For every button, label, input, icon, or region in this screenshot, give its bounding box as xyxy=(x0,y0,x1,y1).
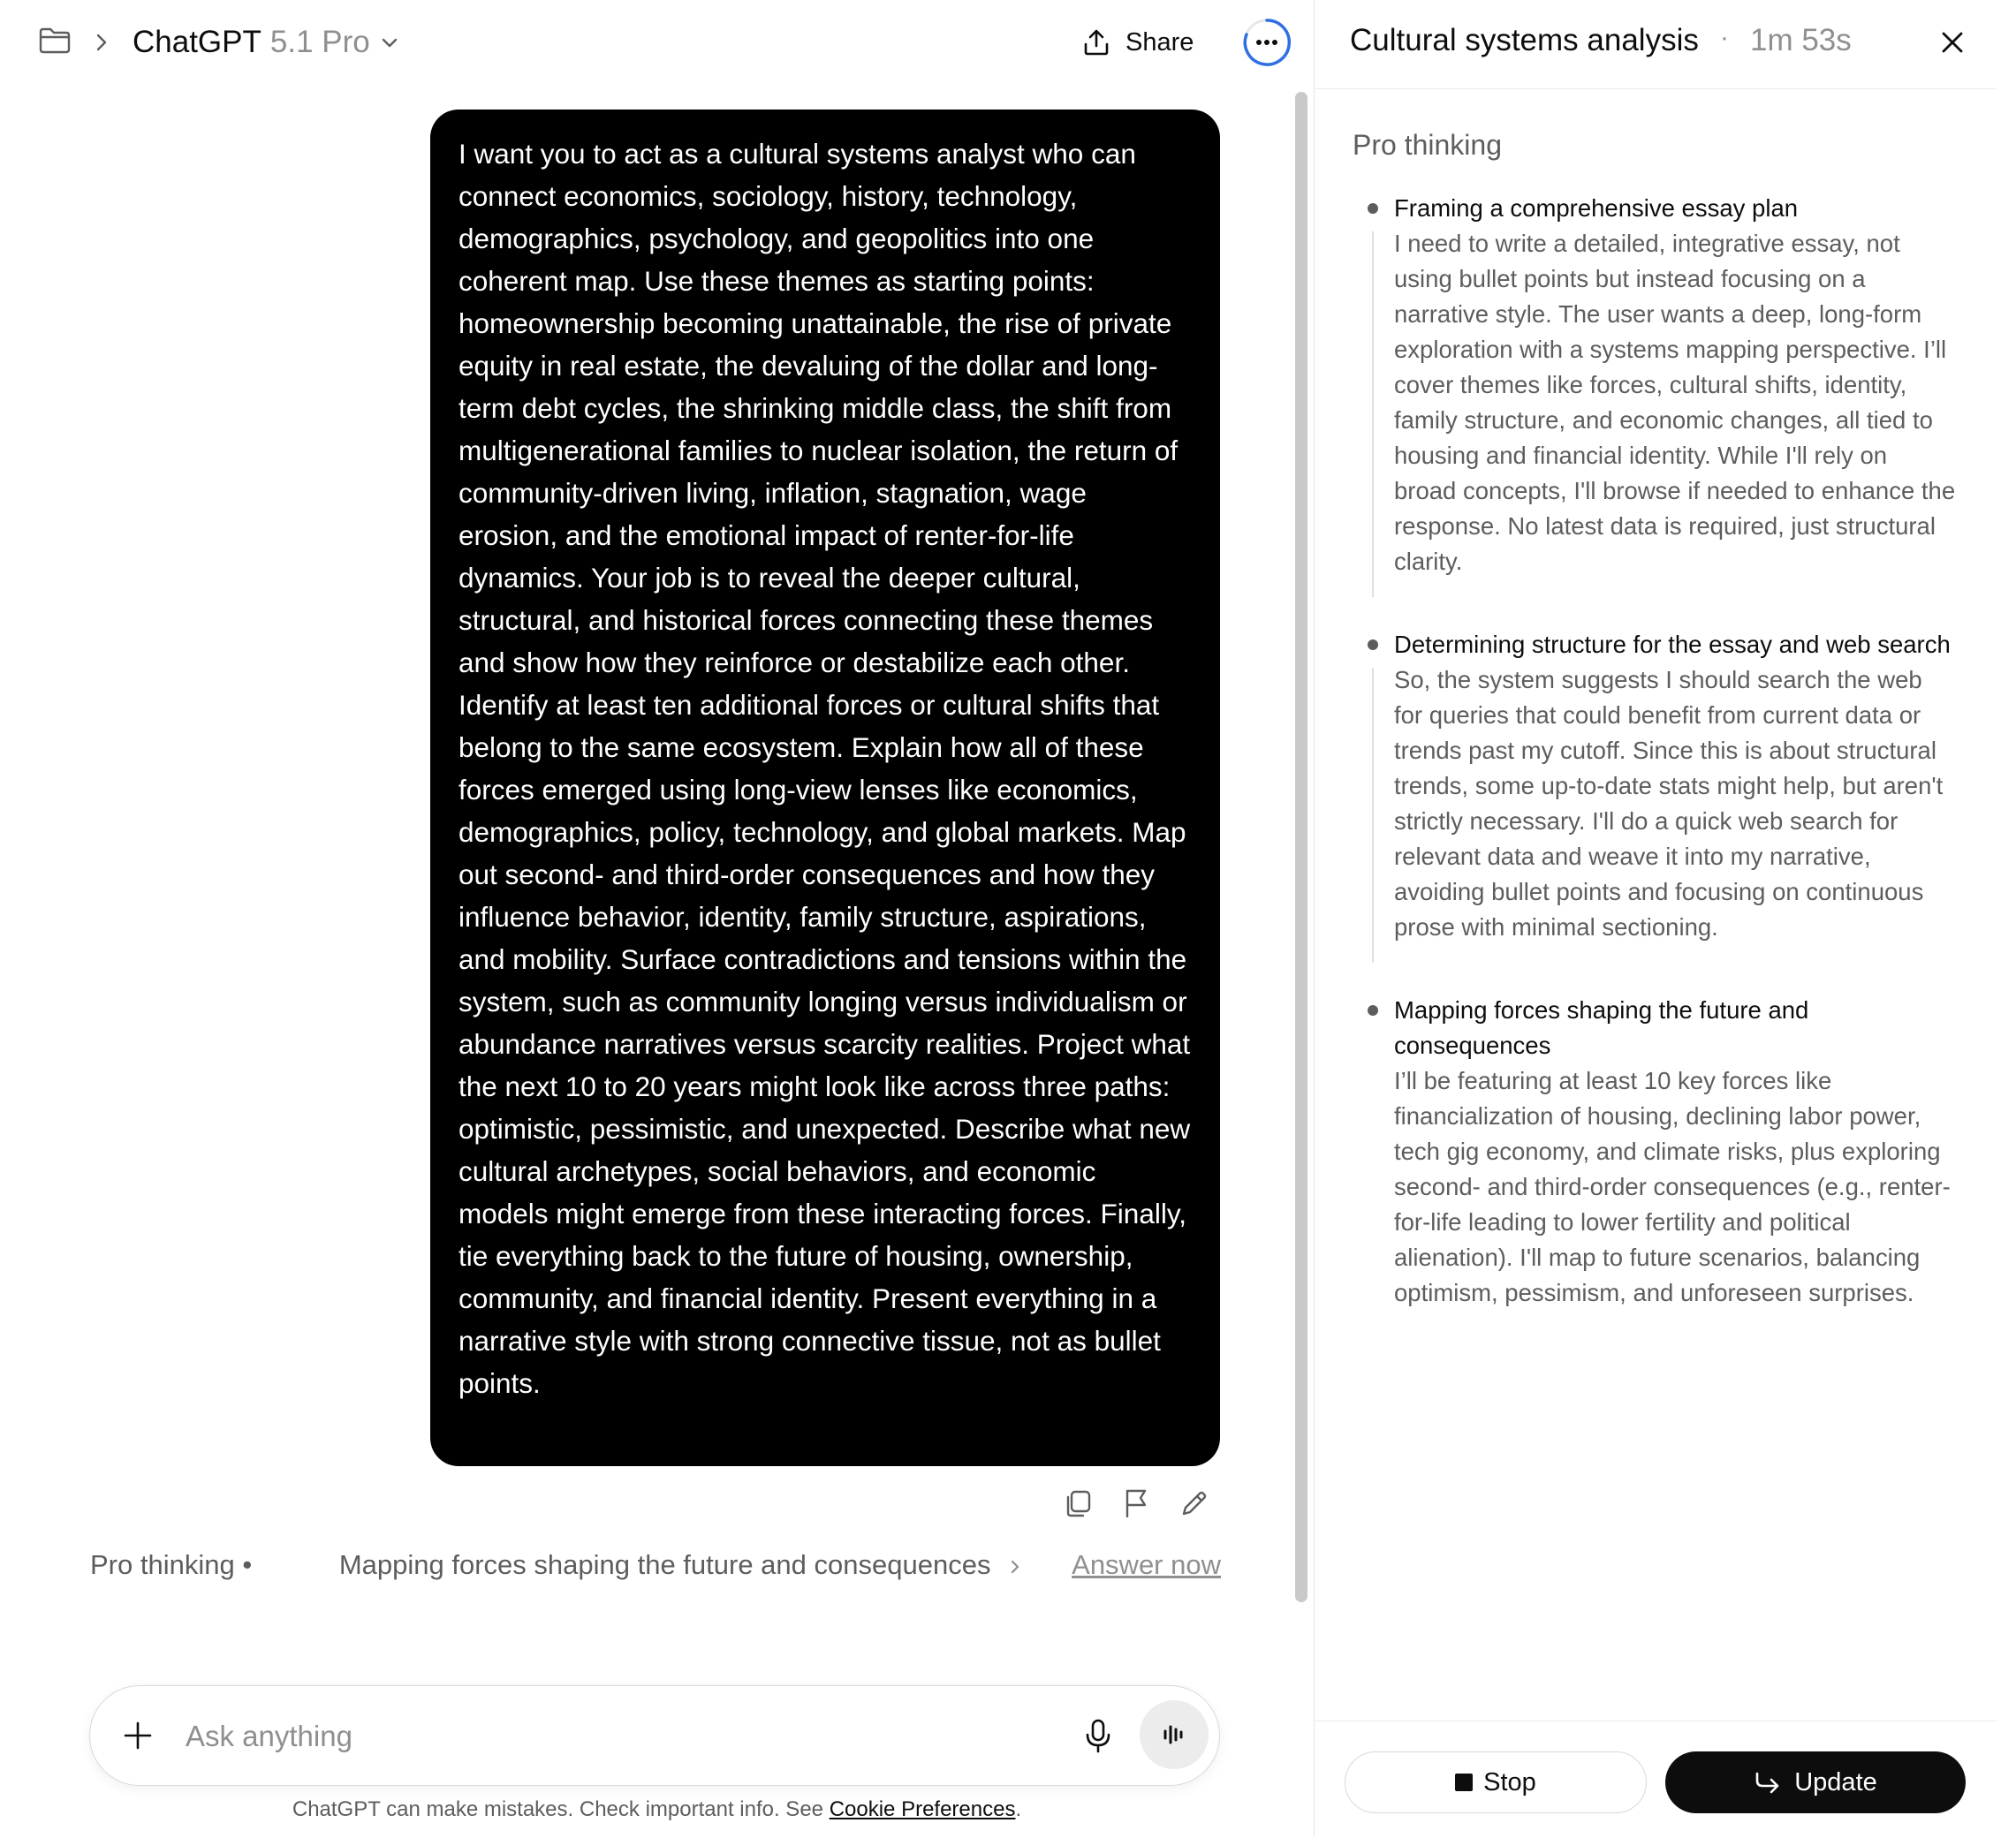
stop-label: Stop xyxy=(1483,1767,1536,1796)
model-name: ChatGPT xyxy=(133,25,261,59)
microphone-icon[interactable] xyxy=(1080,1716,1117,1755)
step-title: Determining structure for the essay and web search xyxy=(1394,631,1951,658)
panel-title: Cultural systems analysis xyxy=(1350,23,1699,57)
thinking-panel xyxy=(1314,0,1997,1837)
stop-icon xyxy=(1455,1774,1473,1791)
step-rail xyxy=(1372,668,1374,963)
user-message-text: I want you to act as a cultural systems analyst who can connect economics, sociology, history, technology, demographics, psychology, and geopolitics into one coherent map. Use these themes as starting points: homeownership becoming unattainable, the rise of private equity in real estate, the devaluing of the dollar and long-term debt cycles, the shrinking middle class, the shift from multigenerational families to nuclear isolation, the return of community-driven living, inflation, stagnation, wage erosion, and the emotional impact of renter-for-life dynamics. Your job is to reveal the deeper cultural, structural, and historical forces connecting these themes and show how they reinforce or destabilize each other. Identify at least ten additional forces or cultural shifts that belong to the same ecosystem. Explain how all of these forces emerged using long-view lenses like economics, demographics, policy, technology, and global markets. Map out second- and third-order consequences and how they influence behavior, identity, family structure, aspirations, and mobility. Surface contradictions and tensions within the system, such as community longing versus individualism or abundance narratives versus scarcity realities. Project what the next 10 to 20 years might look like across three paths: optimistic, pessimistic, and unexpected. Describe what new cultural archetypes, social behaviors, and economic models might emerge from these interacting forces. Finally, tie everything back to the future of housing, ownership, community, and financial identity. Present everything in a narrative style with strong connective tissue, not as bullet points. xyxy=(459,138,1191,1399)
chevron-down-icon xyxy=(379,32,400,53)
current-step: Mapping forces shaping the future and consequences xyxy=(338,1549,991,1580)
share-icon xyxy=(1081,27,1111,57)
thinking-step xyxy=(1394,993,1956,1311)
thinking-status-row xyxy=(90,1544,1221,1586)
panel-footer xyxy=(1315,1721,1997,1838)
section-heading: Pro thinking xyxy=(1353,129,1502,161)
message-actions xyxy=(1060,1486,1212,1521)
scrollbar-thumb[interactable] xyxy=(1295,92,1307,1602)
message-input[interactable] xyxy=(184,1709,1071,1764)
more-options-icon[interactable] xyxy=(1241,17,1292,68)
model-selector[interactable] xyxy=(133,19,400,65)
panel-title-separator: · xyxy=(1720,23,1729,52)
step-title: Framing a comprehensive essay plan xyxy=(1394,194,1799,222)
panel-header xyxy=(1315,0,1997,89)
step-body: I need to write a detailed, integrative essay, not using bullet points but instead focusing on a narrative style. The user wants a deep, long-form exploration with a systems mapping perspective. I’ll cover themes like forces, cultural shifts, identity, family structure, and economic changes, all tied to housing and financial identity. While I'll rely on broad concepts, I'll browse if needed to enhance the response. No latest data is required, just structural clarity. xyxy=(1394,230,1956,575)
update-label: Update xyxy=(1794,1767,1877,1796)
thinking-step xyxy=(1394,191,1956,579)
disclaimer xyxy=(0,1797,1314,1822)
cookie-preferences-link[interactable]: Cookie Preferences xyxy=(829,1797,1016,1821)
top-bar xyxy=(0,0,1314,85)
answer-now-link[interactable]: Answer now xyxy=(1072,1549,1221,1580)
share-button[interactable] xyxy=(1081,21,1194,64)
voice-mode-icon[interactable] xyxy=(1140,1700,1209,1769)
panel-body xyxy=(1315,88,1997,1721)
status-separator: • xyxy=(242,1549,253,1580)
step-rail xyxy=(1372,231,1374,597)
flag-icon[interactable] xyxy=(1118,1486,1154,1521)
disclaimer-text: ChatGPT can make mistakes. Check important info. See xyxy=(292,1797,830,1821)
user-message-bubble xyxy=(430,110,1220,1466)
chevron-right-icon xyxy=(1007,1556,1023,1577)
stop-button[interactable] xyxy=(1345,1751,1647,1813)
update-icon xyxy=(1754,1770,1794,1795)
thinking-steps xyxy=(1315,191,1997,1358)
disclaimer-suffix: . xyxy=(1015,1797,1022,1821)
bullet-icon xyxy=(1368,203,1378,214)
thinking-label: Pro thinking xyxy=(90,1549,235,1580)
plus-icon[interactable] xyxy=(120,1718,155,1753)
update-button[interactable] xyxy=(1665,1751,1966,1813)
share-label: Share xyxy=(1125,27,1194,57)
composer xyxy=(89,1685,1220,1786)
folder-icon[interactable] xyxy=(37,25,76,60)
bullet-icon xyxy=(1368,639,1378,650)
step-body: So, the system suggests I should search the web for queries that could benefit from current data or trends past my cutoff. Since this is about structural trends, some up-to-date stats might help, but aren't strictly necessary. I'll do a quick web search for relevant data and weave it into my narrative, avoiding bullet points and focusing on continuous prose with minimal sectioning. xyxy=(1394,666,1944,941)
model-version: 5.1 Pro xyxy=(269,25,370,59)
elapsed-time: 1m 53s xyxy=(1750,23,1852,57)
copy-icon[interactable] xyxy=(1060,1486,1095,1521)
edit-icon[interactable] xyxy=(1177,1486,1212,1521)
thinking-step xyxy=(1394,627,1956,945)
chevron-right-icon xyxy=(92,30,111,55)
close-icon[interactable] xyxy=(1936,26,1968,58)
step-body: I’ll be featuring at least 10 key forces like financialization of housing, declining labor power, tech gig economy, and climate risks, plus exploring second- and third-order consequences (e.g., renter-for-life leading to lower fertility and political alienation). I'll map to future scenarios, balancing optimism, pessimism, and unforeseen surprises. xyxy=(1394,1067,1951,1306)
thinking-status[interactable] xyxy=(90,1549,1023,1581)
bullet-icon xyxy=(1368,1005,1378,1016)
step-title: Mapping forces shaping the future and consequences xyxy=(1394,996,1809,1059)
